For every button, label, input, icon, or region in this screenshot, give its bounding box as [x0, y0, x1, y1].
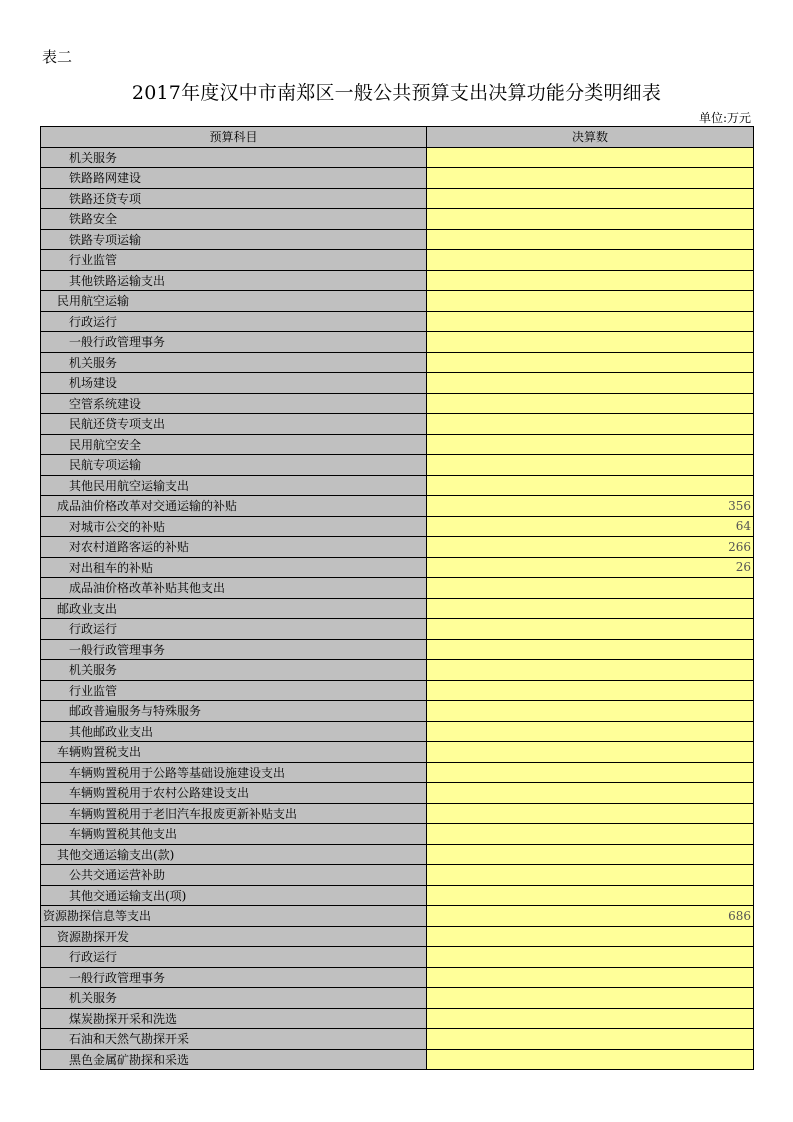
row-item-value [427, 988, 754, 1009]
table-row [41, 373, 754, 394]
row-item-name: 行业监管 [41, 250, 427, 271]
row-item-name: 邮政普遍服务与特殊服务 [41, 701, 427, 722]
row-item-name: 机场建设 [41, 373, 427, 394]
table-row [41, 783, 754, 804]
row-item-value [427, 332, 754, 353]
table-row [41, 619, 754, 640]
table-row [41, 516, 754, 537]
row-item-value [427, 147, 754, 168]
row-item-name: 机关服务 [41, 988, 427, 1009]
row-item-name: 车辆购置税用于老旧汽车报废更新补贴支出 [41, 803, 427, 824]
row-item-name: 铁路专项运输 [41, 229, 427, 250]
row-item-value [427, 168, 754, 189]
row-item-name: 一般行政管理事务 [41, 639, 427, 660]
row-item-name: 对出租车的补贴 [41, 557, 427, 578]
table-row [41, 475, 754, 496]
row-item-value [427, 660, 754, 681]
row-item-name: 资源勘探开发 [41, 926, 427, 947]
row-item-value [427, 803, 754, 824]
table-row [41, 967, 754, 988]
row-item-value [427, 1049, 754, 1070]
row-item-name: 邮政业支出 [41, 598, 427, 619]
table-row [41, 291, 754, 312]
row-item-value [427, 352, 754, 373]
row-item-name: 车辆购置税用于公路等基础设施建设支出 [41, 762, 427, 783]
row-item-value [427, 209, 754, 230]
row-item-value: 64 [427, 516, 754, 537]
row-item-value: 686 [427, 906, 754, 927]
row-item-name: 其他铁路运输支出 [41, 270, 427, 291]
row-item-value [427, 926, 754, 947]
row-item-value [427, 824, 754, 845]
row-item-value [427, 967, 754, 988]
table-row [41, 803, 754, 824]
row-item-name: 石油和天然气勘探开采 [41, 1029, 427, 1050]
table-row [41, 721, 754, 742]
row-item-value [427, 373, 754, 394]
table-row [41, 168, 754, 189]
row-item-value [427, 885, 754, 906]
row-item-name: 民航还贷专项支出 [41, 414, 427, 435]
sheet-label: 表二 [42, 48, 73, 66]
row-item-value [427, 701, 754, 722]
row-item-name: 车辆购置税支出 [41, 742, 427, 763]
table-row [41, 865, 754, 886]
row-item-name: 一般行政管理事务 [41, 332, 427, 353]
table-row [41, 188, 754, 209]
table-row [41, 926, 754, 947]
table-row [41, 1029, 754, 1050]
row-item-value [427, 1008, 754, 1029]
table-row [41, 393, 754, 414]
row-item-name: 车辆购置税用于农村公路建设支出 [41, 783, 427, 804]
row-item-name: 行政运行 [41, 619, 427, 640]
budget-table [40, 126, 754, 1070]
table-row [41, 414, 754, 435]
row-item-name: 煤炭勘探开采和洗选 [41, 1008, 427, 1029]
row-item-value [427, 311, 754, 332]
row-item-name: 民航专项运输 [41, 455, 427, 476]
row-item-value [427, 250, 754, 271]
row-item-value: 26 [427, 557, 754, 578]
row-item-value [427, 414, 754, 435]
row-item-name: 机关服务 [41, 147, 427, 168]
row-item-name: 成品油价格改革对交通运输的补贴 [41, 496, 427, 517]
row-item-name: 铁路还贷专项 [41, 188, 427, 209]
row-item-name: 对城市公交的补贴 [41, 516, 427, 537]
table-row [41, 742, 754, 763]
row-item-value [427, 188, 754, 209]
row-item-name: 行政运行 [41, 947, 427, 968]
row-item-name: 其他民用航空运输支出 [41, 475, 427, 496]
row-item-name: 行政运行 [41, 311, 427, 332]
row-item-name: 对农村道路客运的补贴 [41, 537, 427, 558]
row-item-name: 其他邮政业支出 [41, 721, 427, 742]
table-row [41, 660, 754, 681]
row-item-name: 民用航空运输 [41, 291, 427, 312]
row-item-name: 机关服务 [41, 352, 427, 373]
row-item-value [427, 947, 754, 968]
row-item-value [427, 680, 754, 701]
table-row [41, 229, 754, 250]
row-item-name: 其他交通运输支出(项) [41, 885, 427, 906]
table-row [41, 311, 754, 332]
table-row [41, 270, 754, 291]
row-item-value [427, 783, 754, 804]
row-item-name: 空管系统建设 [41, 393, 427, 414]
row-item-value [427, 475, 754, 496]
row-item-value [427, 721, 754, 742]
row-item-value [427, 762, 754, 783]
row-item-value: 266 [427, 537, 754, 558]
row-item-value [427, 844, 754, 865]
table-row [41, 147, 754, 168]
row-item-name: 行业监管 [41, 680, 427, 701]
column-header-value: 决算数 [427, 127, 754, 148]
table-row [41, 762, 754, 783]
row-item-value [427, 1029, 754, 1050]
table-row [41, 598, 754, 619]
row-item-value [427, 639, 754, 660]
table-row [41, 639, 754, 660]
row-item-value [427, 455, 754, 476]
table-row [41, 885, 754, 906]
row-item-value [427, 598, 754, 619]
table-row [41, 557, 754, 578]
row-item-value [427, 270, 754, 291]
table-row [41, 250, 754, 271]
row-item-name: 铁路路网建设 [41, 168, 427, 189]
table-row [41, 824, 754, 845]
table-row [41, 1049, 754, 1070]
row-item-value [427, 619, 754, 640]
row-item-name: 一般行政管理事务 [41, 967, 427, 988]
row-item-name: 公共交通运营补助 [41, 865, 427, 886]
row-item-value [427, 865, 754, 886]
table-row [41, 434, 754, 455]
table-row [41, 988, 754, 1009]
table-row [41, 332, 754, 353]
table-row [41, 680, 754, 701]
page-title: 2017年度汉中市南郑区一般公共预算支出决算功能分类明细表 [131, 82, 662, 104]
row-item-name: 铁路安全 [41, 209, 427, 230]
row-item-name: 机关服务 [41, 660, 427, 681]
row-item-name: 黑色金属矿勘探和采选 [41, 1049, 427, 1070]
table-row [41, 537, 754, 558]
table-row [41, 947, 754, 968]
unit-label: 单位:万元 [698, 111, 751, 125]
table-row [41, 906, 754, 927]
row-item-value: 356 [427, 496, 754, 517]
row-item-name: 民用航空安全 [41, 434, 427, 455]
table-row [41, 844, 754, 865]
table-row [41, 455, 754, 476]
row-item-value [427, 291, 754, 312]
table-row [41, 209, 754, 230]
table-row [41, 701, 754, 722]
column-header-item: 预算科目 [41, 127, 427, 148]
row-item-value [427, 393, 754, 414]
row-item-value [427, 434, 754, 455]
row-item-name: 资源勘探信息等支出 [41, 906, 427, 927]
row-item-name: 其他交通运输支出(款) [41, 844, 427, 865]
table-row [41, 1008, 754, 1029]
row-item-value [427, 578, 754, 599]
table-row [41, 578, 754, 599]
table-header-row [41, 127, 754, 148]
row-item-value [427, 229, 754, 250]
table-row [41, 496, 754, 517]
table-row [41, 352, 754, 373]
row-item-name: 成品油价格改革补贴其他支出 [41, 578, 427, 599]
row-item-value [427, 742, 754, 763]
row-item-name: 车辆购置税其他支出 [41, 824, 427, 845]
